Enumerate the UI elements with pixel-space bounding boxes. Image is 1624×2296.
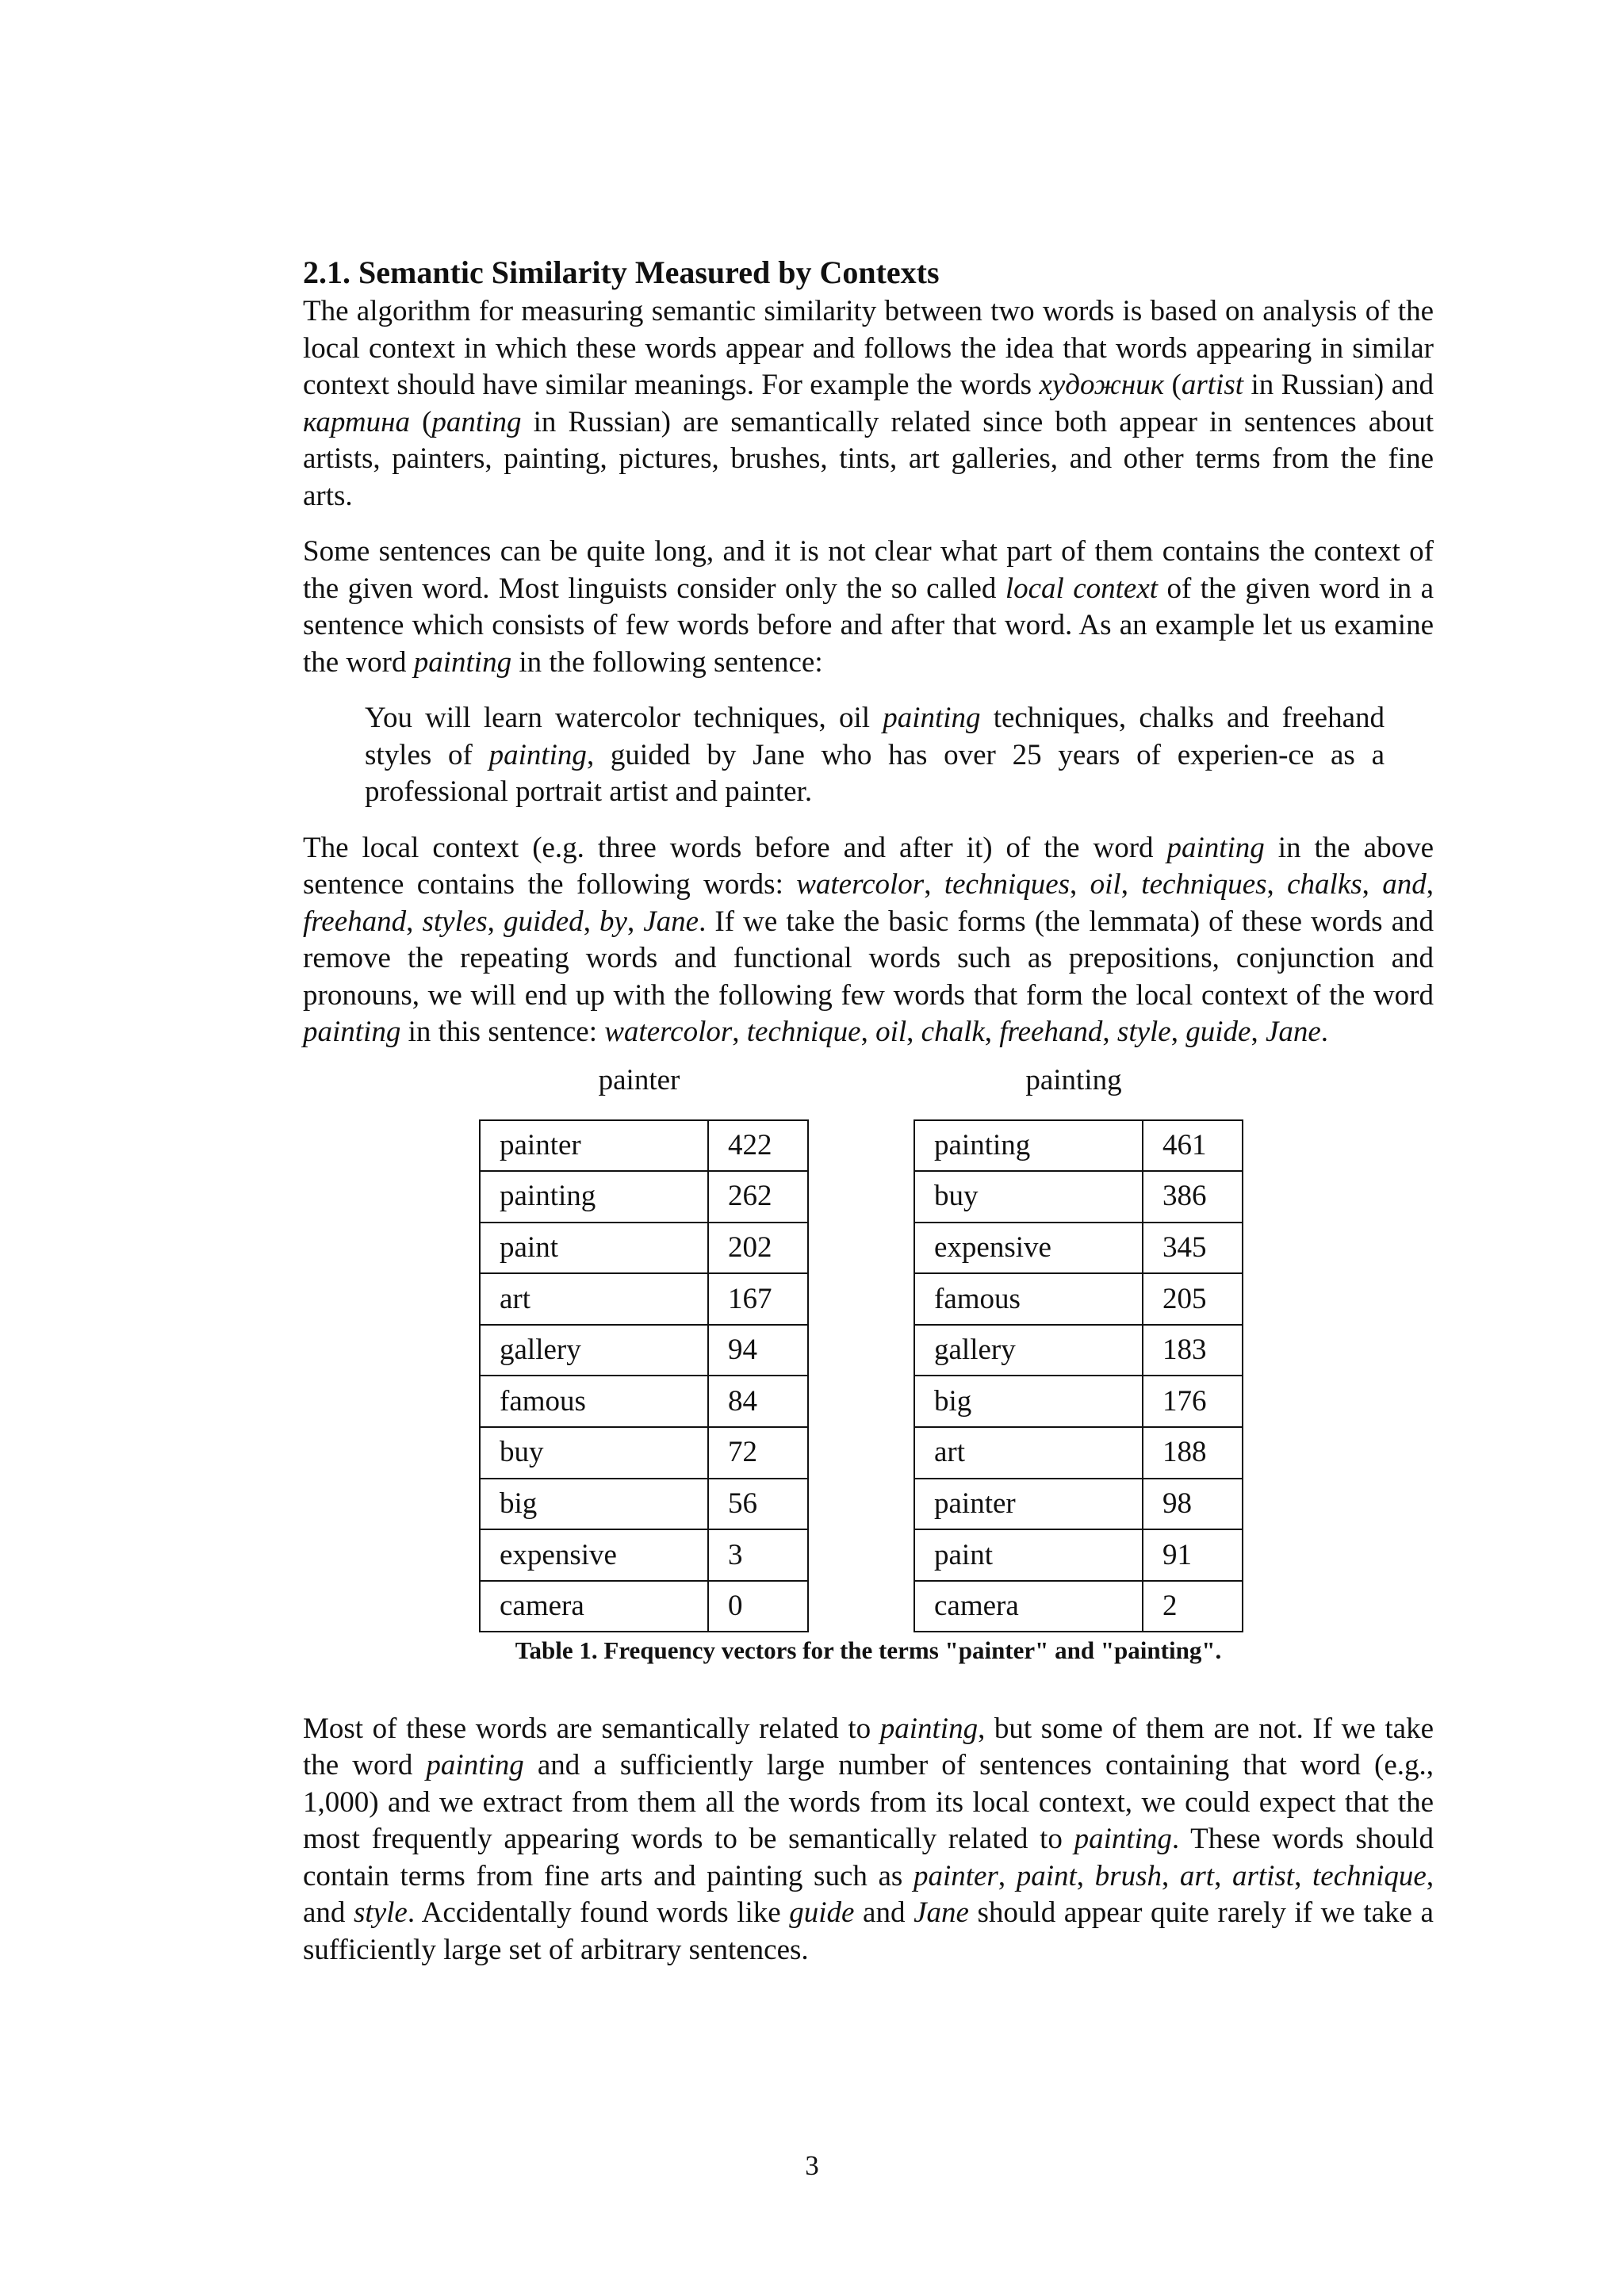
table-cell-count: 205 [1143,1273,1243,1325]
table-row [480,1171,808,1223]
table-cell-word: painting [480,1171,708,1223]
table-row [914,1479,1243,1530]
section-heading: 2.1. Semantic Similarity Measured by Contexts [303,254,940,290]
page-number: 3 [805,2150,819,2181]
table-row [914,1581,1243,1632]
table-cell-word: painting [914,1120,1143,1172]
painter-table-title: painter [598,1063,680,1096]
table-row [914,1427,1243,1479]
table-cell-count: 94 [708,1325,808,1376]
table-row [480,1273,808,1325]
table-cell-word: big [914,1376,1143,1427]
table-row [480,1376,808,1427]
table-row [914,1376,1243,1427]
table-cell-word: buy [480,1427,708,1479]
painting-frequency-table [914,1119,1243,1633]
table-cell-count: 56 [708,1479,808,1530]
table-cell-count: 0 [708,1581,808,1632]
table-row [480,1223,808,1274]
table-row [914,1273,1243,1325]
table-cell-count: 84 [708,1376,808,1427]
table-cell-word: art [914,1427,1143,1479]
painting-table-title: painting [1025,1063,1122,1096]
table-cell-word: famous [914,1273,1143,1325]
table-cell-count: 461 [1143,1120,1243,1172]
table-row [914,1529,1243,1581]
table-row [914,1223,1243,1274]
table-cell-word: painter [914,1479,1143,1530]
paragraph-3: The local context (e.g. three words before and after it) of the word painting in the above sentence contains the following words: watercolor, techniques, oil, techniques, chalks, and, freehand, styles, guided, by, Jane. If we take the basic forms (the lemmata) of these words and remove the repeating words and functional words such as prepositions, conjunction and pronouns, we will end up with the following few words that form the local context of the word painting in this sentence: watercolor, technique, oil, chalk, freehand, style, guide, Jane. [303,831,1434,1048]
table-cell-count: 2 [1143,1581,1243,1632]
table-row [914,1120,1243,1172]
table-cell-count: 91 [1143,1529,1243,1581]
table-cell-word: famous [480,1376,708,1427]
table-cell-count: 176 [1143,1376,1243,1427]
table-cell-word: expensive [480,1529,708,1581]
table-cell-count: 422 [708,1120,808,1172]
table-cell-count: 262 [708,1171,808,1223]
table-cell-count: 72 [708,1427,808,1479]
table-cell-count: 188 [1143,1427,1243,1479]
table-caption: Table 1. Frequency vectors for the terms "painter" and "painting". [515,1636,1222,1664]
table-cell-word: gallery [914,1325,1143,1376]
table-row [480,1581,808,1632]
table-cell-word: painter [480,1120,708,1172]
table-cell-count: 3 [708,1529,808,1581]
table-cell-word: paint [914,1529,1143,1581]
paragraph-2: Some sentences can be quite long, and it is not clear what part of them contains the context of the given word. Most linguists consider only the so called local context of the given word in a sentence which consists of few words before and after that word. As an example let us examine the word painting in the following sentence: [303,535,1434,679]
table-cell-word: buy [914,1171,1143,1223]
table-row [480,1120,808,1172]
table-cell-count: 345 [1143,1223,1243,1274]
table-row [480,1479,808,1530]
table-cell-count: 183 [1143,1325,1243,1376]
painter-frequency-table [479,1119,809,1633]
paragraph-1: The algorithm for measuring semantic similarity between two words is based on analysis of the local context in which these words appear and follows the idea that words appearing in similar context should have similar meanings. For example the words художник (artist in Russian) and картина (panting in Russian) are semantically related since both appear in sentences about artists, painters, painting, pictures, brushes, tints, art galleries, and other terms from the fine arts. [303,295,1434,512]
page-content [303,252,1434,1969]
table-cell-word: expensive [914,1223,1143,1274]
frequency-tables [303,1062,1434,1689]
table-row [914,1325,1243,1376]
table-row [480,1529,808,1581]
table-cell-word: gallery [480,1325,708,1376]
table-cell-count: 167 [708,1273,808,1325]
example-sentence: You will learn watercolor techniques, oil painting techniques, chalks and freehand styles of painting, guided by Jane who has over 25 years of experien-ce as a professional portrait artist and painter. [365,702,1385,808]
table-cell-count: 386 [1143,1171,1243,1223]
paragraph-4: Most of these words are semantically related to painting, but some of them are not. If we take the word painting and a sufficiently large number of sentences containing that word (e.g., 1,000) and we extract from them all the words from its local context, we could expect that the most frequently appearing words to be semantically related to painting. These words should contain terms from fine arts and painting such as painter, paint, brush, art, artist, technique, and style. Accidentally found words like guide and Jane should appear quite rarely if we take a sufficiently large set of arbitrary sentences. [303,1712,1434,1966]
table-cell-word: big [480,1479,708,1530]
table-cell-word: camera [914,1581,1143,1632]
table-row [480,1325,808,1376]
table-cell-word: camera [480,1581,708,1632]
table-cell-word: paint [480,1223,708,1274]
table-cell-count: 202 [708,1223,808,1274]
table-cell-count: 98 [1143,1479,1243,1530]
table-row [480,1427,808,1479]
table-cell-word: art [480,1273,708,1325]
table-row [914,1171,1243,1223]
